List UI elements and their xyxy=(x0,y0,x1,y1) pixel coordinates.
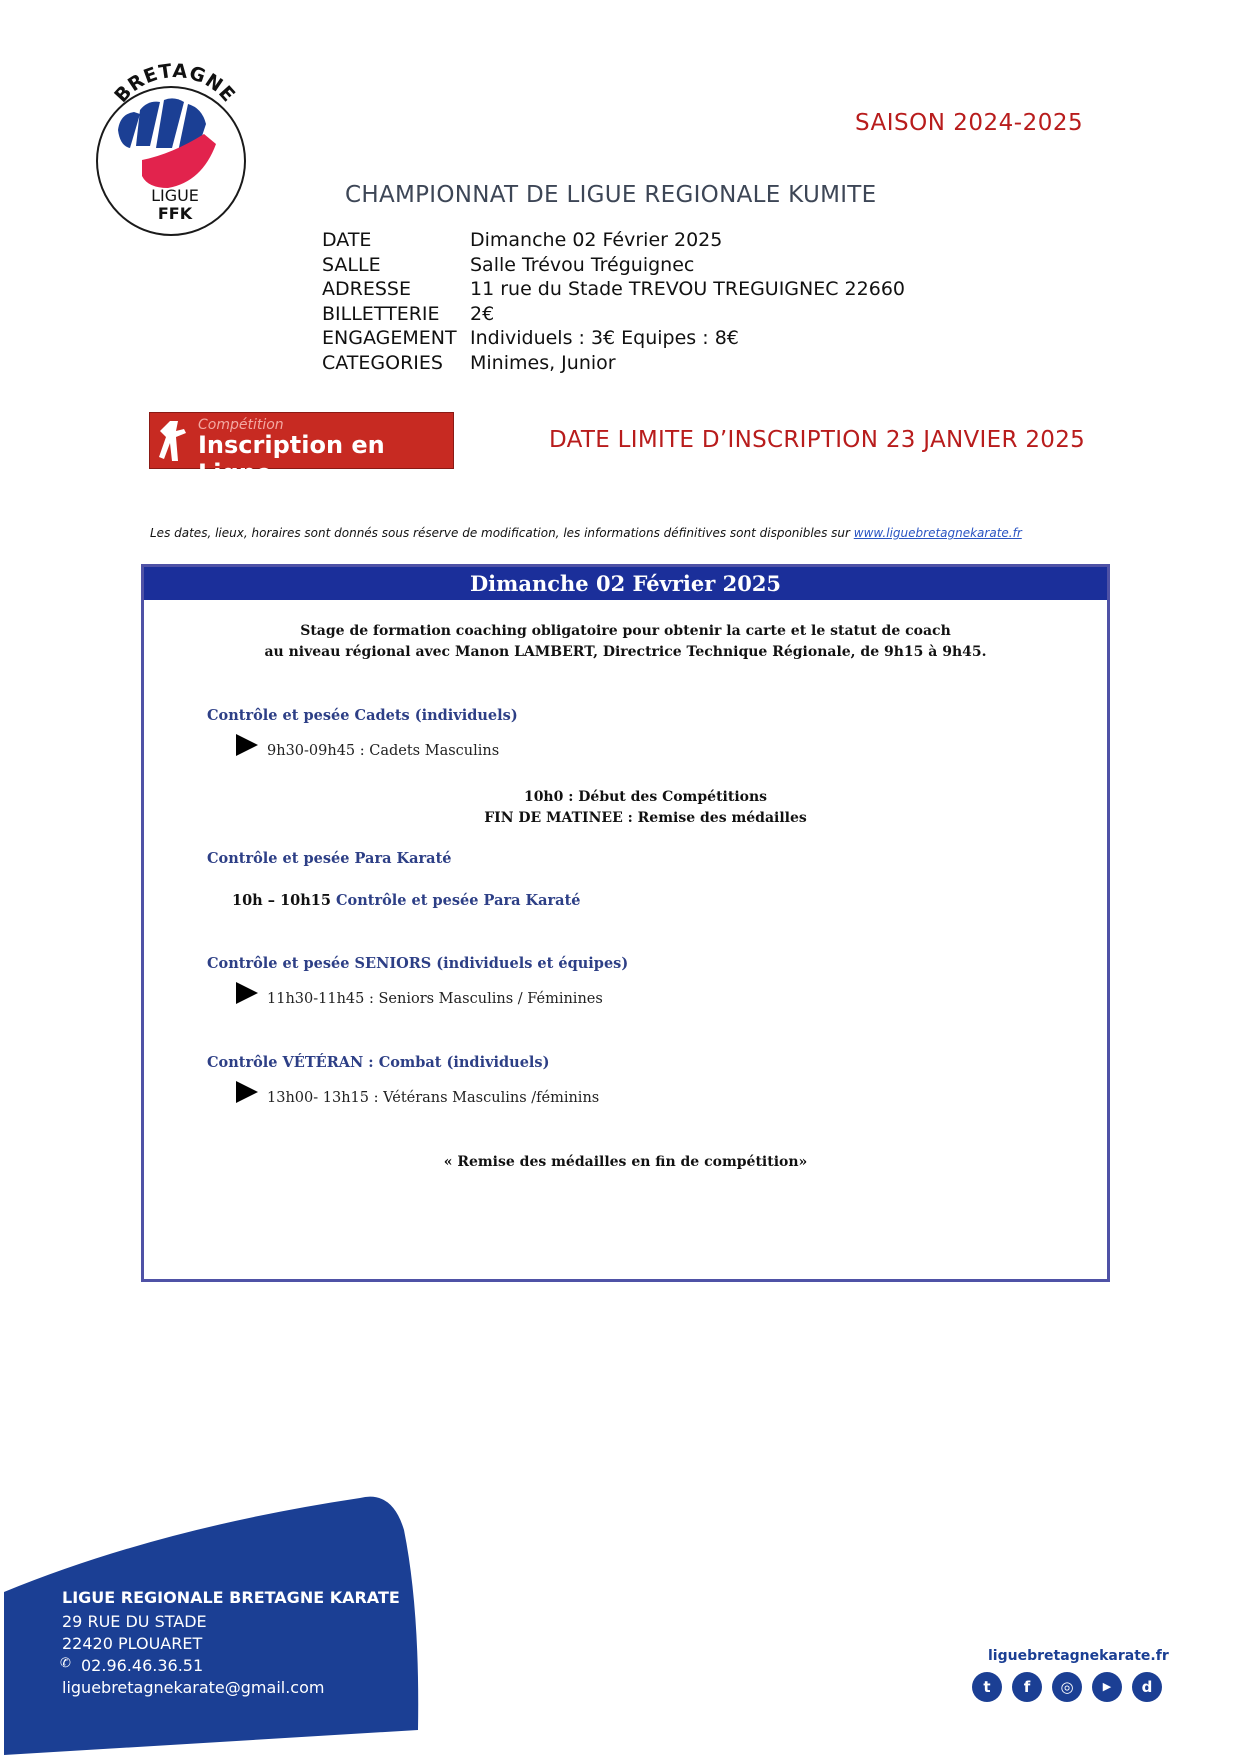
seniors-schedule: 11h30-11h45 : Seniors Masculins / Féminines xyxy=(267,991,603,1007)
play-arrow-icon xyxy=(236,1081,258,1103)
svg-text:BRETAGNE: BRETAGNE xyxy=(110,59,240,107)
info-label: ADRESSE xyxy=(322,278,411,300)
info-value: 11 rue du Stade TREVOU TREGUIGNEC 22660 xyxy=(470,278,905,300)
banner-title: Inscription en Ligne xyxy=(198,431,385,487)
twitter-icon[interactable]: t xyxy=(972,1672,1002,1702)
youtube-icon[interactable]: ▶ xyxy=(1092,1672,1122,1702)
info-value: Salle Trévou Tréguignec xyxy=(470,253,695,276)
info-row-categories xyxy=(322,351,905,376)
info-row-salle xyxy=(322,253,905,278)
ligue-logo xyxy=(90,52,260,227)
competition-start: 10h0 : Début des Compétitions xyxy=(523,789,768,805)
program-box xyxy=(141,564,1110,1282)
info-row-engagement xyxy=(322,326,905,351)
closing-note: « Remise des médailles en fin de compétition» xyxy=(443,1154,808,1170)
coaching-stage-line-2: au niveau régional avec Manon LAMBERT, Directrice Technique Régionale, de 9h15 à 9h45. xyxy=(264,644,987,660)
footer-org-name: LIGUE REGIONALE BRETAGNE KARATE xyxy=(62,1588,400,1607)
info-row-date xyxy=(322,228,905,253)
logo-ffk-text: FFK xyxy=(157,204,193,223)
para-time: 10h – 10h15 xyxy=(232,892,337,909)
para-schedule xyxy=(232,892,581,909)
program-heading: Dimanche 02 Février 2025 xyxy=(144,567,1107,600)
footer-street: 29 RUE DU STADE xyxy=(62,1612,207,1631)
info-row-billetterie xyxy=(322,302,905,327)
season-label: SAISON 2024-2025 xyxy=(855,110,1084,136)
info-value: Individuels : 3€ Equipes : 8€ xyxy=(470,327,739,349)
event-info xyxy=(322,228,905,375)
seniors-section-title: Contrôle et pesée SENIORS (individuels et équipes) xyxy=(207,955,629,972)
coaching-stage-line-1: Stage de formation coaching obligatoire pour obtenir la carte et le statut de coach xyxy=(300,623,951,639)
footer-website[interactable]: liguebretagnekarate.fr xyxy=(988,1648,1169,1664)
online-registration-button[interactable] xyxy=(149,412,454,487)
morning-medals: FIN DE MATINEE : Remise des médailles xyxy=(484,810,807,826)
karate-fist-icon xyxy=(112,96,232,192)
info-value: 2€ xyxy=(470,302,495,325)
play-arrow-icon xyxy=(236,734,258,756)
play-arrow-icon xyxy=(236,982,258,1004)
banner-subtitle: Compétition xyxy=(198,417,284,433)
info-label: DATE xyxy=(322,229,372,251)
info-value: Dimanche 02 Février 2025 xyxy=(470,229,723,251)
info-value: Minimes, Junior xyxy=(470,351,616,374)
dailymotion-icon[interactable]: d xyxy=(1132,1672,1162,1702)
facebook-icon[interactable]: f xyxy=(1012,1672,1042,1702)
page-title: CHAMPIONNAT DE LIGUE REGIONALE KUMITE xyxy=(345,182,877,208)
info-label: SALLE xyxy=(322,253,381,276)
info-label: BILLETTERIE xyxy=(322,302,440,325)
veteran-schedule: 13h00- 13h15 : Vétérans Masculins /féminins xyxy=(267,1090,600,1106)
footer-email[interactable]: liguebretagnekarate@gmail.com xyxy=(62,1678,325,1697)
registration-deadline: DATE LIMITE D’INSCRIPTION 23 JANVIER 2025 xyxy=(549,427,1086,453)
para-item: Contrôle et pesée Para Karaté xyxy=(336,892,581,909)
footer-phone: 02.96.46.36.51 xyxy=(81,1656,204,1675)
karateka-icon xyxy=(156,419,190,463)
footer-city: 22420 PLOUARET xyxy=(62,1634,203,1653)
instagram-icon[interactable]: ◎ xyxy=(1052,1672,1082,1702)
logo-ligue-text: LIGUE xyxy=(151,186,199,205)
info-row-adresse xyxy=(322,277,905,302)
website-link[interactable]: www.liguebretagnekarate.fr xyxy=(853,526,1022,540)
disclaimer xyxy=(150,526,1022,540)
veteran-section-title: Contrôle VÉTÉRAN : Combat (individuels) xyxy=(207,1054,550,1071)
info-label: CATEGORIES xyxy=(322,351,443,374)
disclaimer-text: Les dates, lieux, horaires sont donnés sous réserve de modification, les informations définitives sont disponibles sur xyxy=(150,526,854,540)
para-section-title: Contrôle et pesée Para Karaté xyxy=(207,850,452,867)
phone-icon: ✆ xyxy=(60,1656,71,1671)
cadets-schedule: 9h30-09h45 : Cadets Masculins xyxy=(267,743,500,759)
info-label: ENGAGEMENT xyxy=(322,327,457,349)
cadets-section-title: Contrôle et pesée Cadets (individuels) xyxy=(207,707,518,724)
